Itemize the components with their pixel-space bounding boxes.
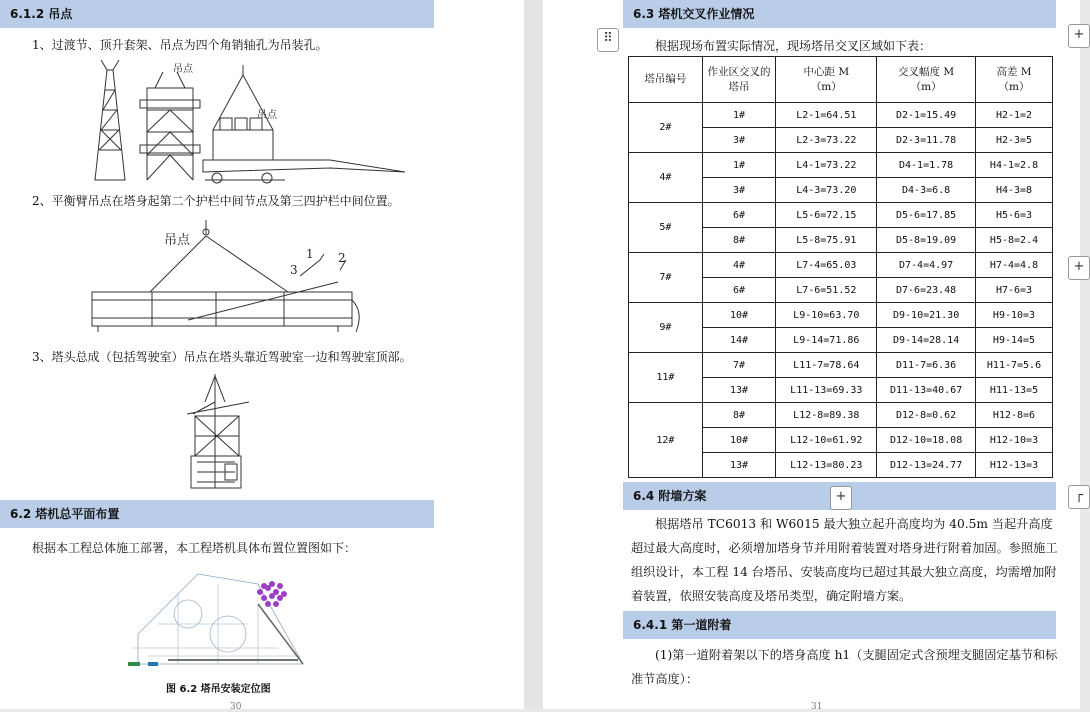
table-row: [629, 353, 1053, 378]
section-heading-6-1-2: 6.1.2 吊点: [0, 0, 434, 28]
cross-crane-cell: 7#: [702, 353, 776, 378]
height-diff-cell: H9-14=5: [976, 328, 1053, 353]
cross-crane-cell: 4#: [702, 253, 776, 278]
table-row: [629, 303, 1053, 328]
section-heading-6-4: 6.4 附墙方案: [623, 482, 1056, 510]
cross-range-cell: D11-13=40.67: [877, 378, 976, 403]
section-heading-6-3: 6.3 塔机交叉作业情况: [623, 0, 1056, 28]
cross-range-cell: D5-8=19.09: [877, 228, 976, 253]
page-gap: [524, 0, 543, 709]
section-heading-6-2: 6.2 塔机总平面布置: [0, 500, 434, 528]
height-diff-cell: H7-4=4.8: [976, 253, 1053, 278]
center-distance-cell: L12-8=89.38: [776, 403, 877, 428]
cross-range-cell: D7-6=23.48: [877, 278, 976, 303]
crane-id-cell: 9#: [629, 303, 703, 353]
cross-crane-cell: 14#: [702, 328, 776, 353]
item-2-text: 2、平衡臂吊点在塔身起第二个护栏中间节点及第三四护栏中间位置。: [32, 194, 400, 208]
paragraph-6-3: 根据现场布置实际情况，现场塔吊交叉区域如下表：: [655, 39, 932, 53]
lifting-points-figure-1: [85, 60, 415, 188]
cross-range-cell: D12-13=24.77: [877, 453, 976, 478]
cross-range-cell: D5-6=17.85: [877, 203, 976, 228]
cross-range-cell: D9-14=28.14: [877, 328, 976, 353]
item-3-text: 3、塔头总成（包括驾驶室）吊点在塔头靠近驾驶室一边和驾驶室顶部。: [32, 350, 412, 364]
center-distance-cell: L2-1=64.51: [776, 103, 877, 128]
crane-id-cell: 2#: [629, 103, 703, 153]
col-header-cross-crane: 作业区交叉的塔吊: [702, 57, 776, 103]
cross-range-cell: D11-7=6.36: [877, 353, 976, 378]
site-plan-figure: [128, 564, 320, 670]
height-diff-cell: H12-8=6: [976, 403, 1053, 428]
center-distance-cell: L12-10=61.92: [776, 428, 877, 453]
fig2-number-2: 2: [338, 251, 346, 265]
table-row: [629, 253, 1053, 278]
center-distance-cell: L2-3=73.22: [776, 128, 877, 153]
paragraph-6-4-1: (1)第一道附着架以下的塔身高度 h1（支腿固定式含预埋支腿固定基节和标准节高度）：: [631, 648, 1058, 686]
center-distance-cell: L5-6=72.15: [776, 203, 877, 228]
height-diff-cell: H11-13=5: [976, 378, 1053, 403]
center-distance-cell: L9-10=63.70: [776, 303, 877, 328]
table-header-row: [629, 57, 1053, 103]
cross-range-cell: D4-3=6.8: [877, 178, 976, 203]
fig2-number-3: 3: [290, 263, 298, 277]
fig1-label-right: 吊点: [257, 110, 277, 121]
item-1-text: 1、过渡节、顶升套架、吊点为四个角销轴孔为吊装孔。: [32, 38, 328, 52]
center-distance-cell: L4-1=73.22: [776, 153, 877, 178]
cross-range-cell: D4-1=1.78: [877, 153, 976, 178]
crane-id-cell: 12#: [629, 403, 703, 478]
section-heading-6-4-1: 6.4.1 第一道附着: [623, 611, 1056, 639]
crossing-table: [628, 56, 1053, 478]
cross-crane-cell: 8#: [702, 403, 776, 428]
col-header-crane-id: 塔吊编号: [629, 57, 703, 103]
height-diff-cell: H4-1=2.8: [976, 153, 1053, 178]
page-number-right: 31: [811, 702, 823, 712]
cross-crane-cell: 3#: [702, 178, 776, 203]
height-diff-cell: H11-7=5.6: [976, 353, 1053, 378]
cross-crane-cell: 13#: [702, 453, 776, 478]
center-distance-cell: L9-14=71.86: [776, 328, 877, 353]
block-drag-handle[interactable]: ⠿: [597, 28, 619, 52]
table-row: [629, 403, 1053, 428]
cross-crane-cell: 10#: [702, 428, 776, 453]
height-diff-cell: H12-13=3: [976, 453, 1053, 478]
cross-range-cell: D7-4=4.97: [877, 253, 976, 278]
crane-id-cell: 7#: [629, 253, 703, 303]
cross-range-cell: D9-10=21.30: [877, 303, 976, 328]
paragraph-6-4: 根据塔吊 TC6013 和 W6015 最大独立起升高度均为 40.5m 当起升高度超过最大高度时，必须增加塔身节并用附着装置对塔身进行附着加固。参照施工组织设计，本工程 14 台塔吊、安装高度均已超过其最大独立高度，均需增加附着装置，依照安装高度及塔吊类型，确定附墙方案。: [631, 517, 1058, 603]
tower-head-figure: [185, 372, 255, 496]
center-distance-cell: L5-8=75.91: [776, 228, 877, 253]
cross-crane-cell: 3#: [702, 128, 776, 153]
table-row: [629, 153, 1053, 178]
col-header-height-diff: 高差 M （m）: [976, 57, 1053, 103]
paragraph-6-2: 根据本工程总体施工部署，本工程塔机具体布置位置图如下：: [32, 541, 357, 555]
cross-crane-cell: 6#: [702, 203, 776, 228]
balance-arm-figure: [88, 220, 378, 338]
cross-crane-cell: 10#: [702, 303, 776, 328]
page-number-left: 30: [230, 702, 242, 712]
col-header-center-distance: 中心距 M （m）: [776, 57, 877, 103]
height-diff-cell: H7-6=3: [976, 278, 1053, 303]
center-distance-cell: L12-13=80.23: [776, 453, 877, 478]
height-diff-cell: H5-8=2.4: [976, 228, 1053, 253]
cross-crane-cell: 1#: [702, 103, 776, 128]
cross-crane-cell: 13#: [702, 378, 776, 403]
figure-caption-6-2: 图 6.2 塔吊安装定位图: [166, 684, 271, 695]
left-page: [0, 0, 524, 712]
cross-crane-cell: 1#: [702, 153, 776, 178]
cross-range-cell: D12-8=0.62: [877, 403, 976, 428]
height-diff-cell: H12-10=3: [976, 428, 1053, 453]
crane-id-cell: 5#: [629, 203, 703, 253]
center-distance-cell: L7-4=65.03: [776, 253, 877, 278]
cross-range-cell: D12-10=18.08: [877, 428, 976, 453]
add-block-button[interactable]: +: [830, 486, 852, 510]
right-page: [543, 0, 1085, 712]
table-row: [629, 103, 1053, 128]
height-diff-cell: H2-3=5: [976, 128, 1053, 153]
cross-range-cell: D2-3=11.78: [877, 128, 976, 153]
table-row: [629, 203, 1053, 228]
height-diff-cell: H9-10=3: [976, 303, 1053, 328]
cross-range-cell: D2-1=15.49: [877, 103, 976, 128]
height-diff-cell: H4-3=8: [976, 178, 1053, 203]
cross-crane-cell: 6#: [702, 278, 776, 303]
center-distance-cell: L11-13=69.33: [776, 378, 877, 403]
height-diff-cell: H5-6=3: [976, 203, 1053, 228]
col-header-cross-range: 交叉幅度 M （m）: [877, 57, 976, 103]
center-distance-cell: L7-6=51.52: [776, 278, 877, 303]
fig1-label-top: 吊点: [173, 64, 193, 75]
fig2-number-1: 1: [306, 247, 314, 261]
edge-toolbar-button-top[interactable]: +: [1068, 24, 1090, 48]
height-diff-cell: H2-1=2: [976, 103, 1053, 128]
cross-crane-cell: 8#: [702, 228, 776, 253]
edge-toolbar-button-bottom[interactable]: ┌: [1068, 485, 1090, 509]
center-distance-cell: L11-7=78.64: [776, 353, 877, 378]
crane-id-cell: 11#: [629, 353, 703, 403]
crane-id-cell: 4#: [629, 153, 703, 203]
center-distance-cell: L4-3=73.20: [776, 178, 877, 203]
fig2-label-liftpoint: 吊点: [164, 233, 191, 248]
edge-toolbar-button-middle[interactable]: +: [1068, 256, 1090, 280]
